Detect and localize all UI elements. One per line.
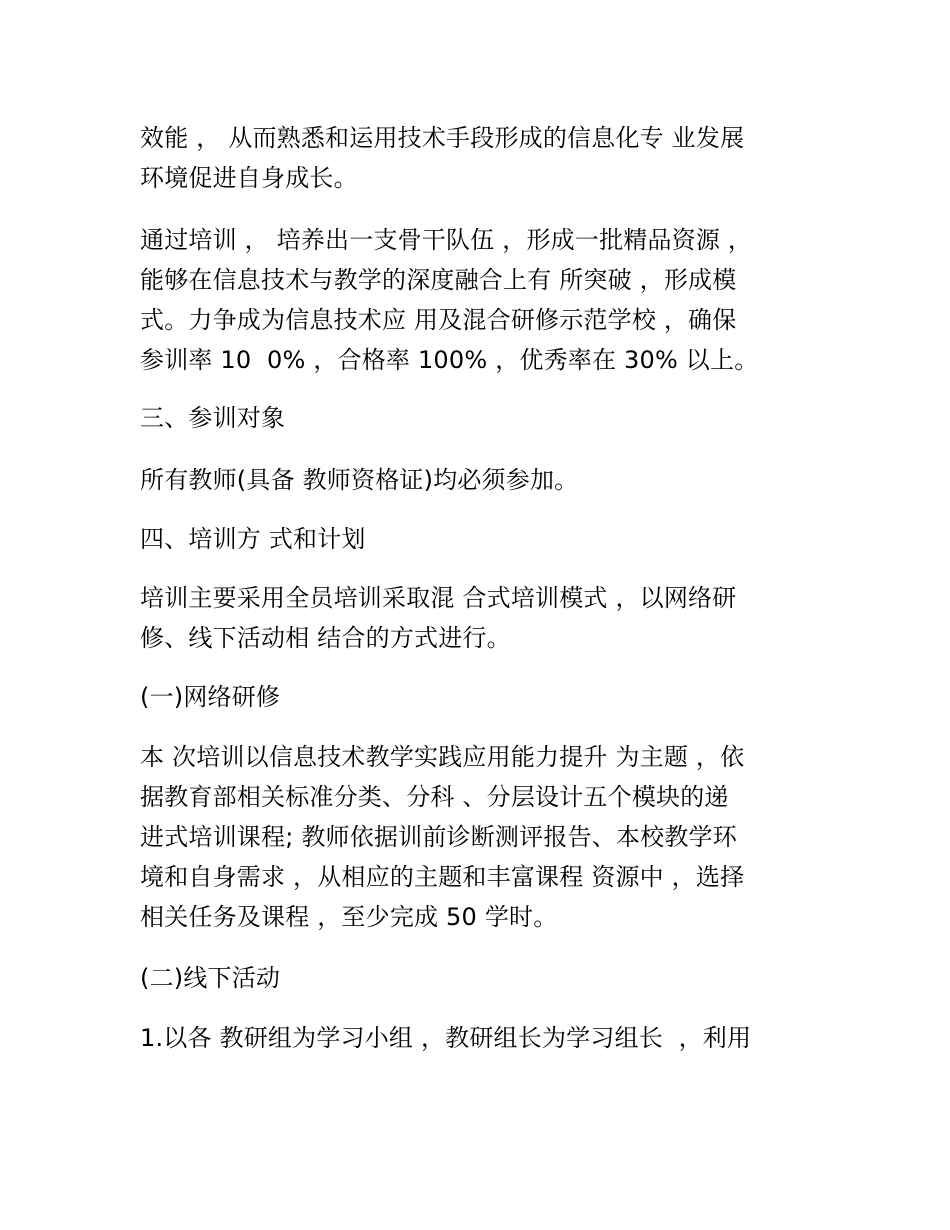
text-line: 修、线下活动相 结合的方式进行。: [140, 624, 511, 652]
text-line: 能够在信息技术与教学的深度融合上有 所突破 ，形成模: [140, 266, 737, 294]
subsection-heading-online: [140, 677, 820, 717]
text-line: 本 次培训以信息技术教学实践应用能力提升 为主题 ，依: [140, 743, 745, 771]
text-line: 培训主要采用全员培训采取混 合式培训模式 ，以网络研: [140, 584, 737, 612]
text-line: 据教育部相关标准分类、分科 、分层设计五个模块的递: [140, 783, 729, 811]
text-line: 所有教师(具备 教师资格证)均必须参加。: [140, 466, 579, 494]
paragraph-participants: [140, 460, 820, 500]
text-line: 式。力争成为信息技术应 用及混合研修示范学校 ，确保: [140, 306, 737, 334]
text-line: 参训率 10 0% ，合格率 100% ，优秀率在 30% 以上。: [140, 346, 759, 374]
subsection-heading-offline: [140, 958, 820, 998]
paragraph-training-goals: [140, 220, 820, 380]
text-line: 1.以各 教研组为学习小组 ，教研组长为学习组长 ，利用: [140, 1024, 752, 1052]
text-line: 通过培训 ， 培养出一支骨干队伍 ，形成一批精品资源 ，: [140, 226, 753, 254]
text-line: 效能 ， 从而熟悉和运用技术手段形成的信息化专 业发展: [140, 124, 745, 152]
heading-text: (一)网络研修: [140, 683, 281, 711]
paragraph-offline-item-1: [140, 1018, 820, 1058]
text-line: 相关任务及课程 ，至少完成 50 学时。: [140, 903, 558, 931]
text-line: 境和自身需求 ，从相应的主题和丰富课程 资源中 ，选择: [140, 863, 745, 891]
heading-text: (二)线下活动: [140, 964, 281, 992]
section-heading-method-plan: [140, 519, 820, 559]
heading-text: 三、参训对象: [140, 404, 286, 432]
paragraph-efficiency: [140, 118, 820, 198]
paragraph-online-study: [140, 737, 820, 937]
section-heading-participants: [140, 398, 820, 438]
paragraph-method: [140, 578, 820, 658]
text-line: 进式培训课程; 教师依据训前诊断测评报告、本校教学环: [140, 823, 737, 851]
heading-text: 四、培训方 式和计划: [140, 525, 366, 553]
text-line: 环境促进自身成长。: [140, 164, 358, 192]
